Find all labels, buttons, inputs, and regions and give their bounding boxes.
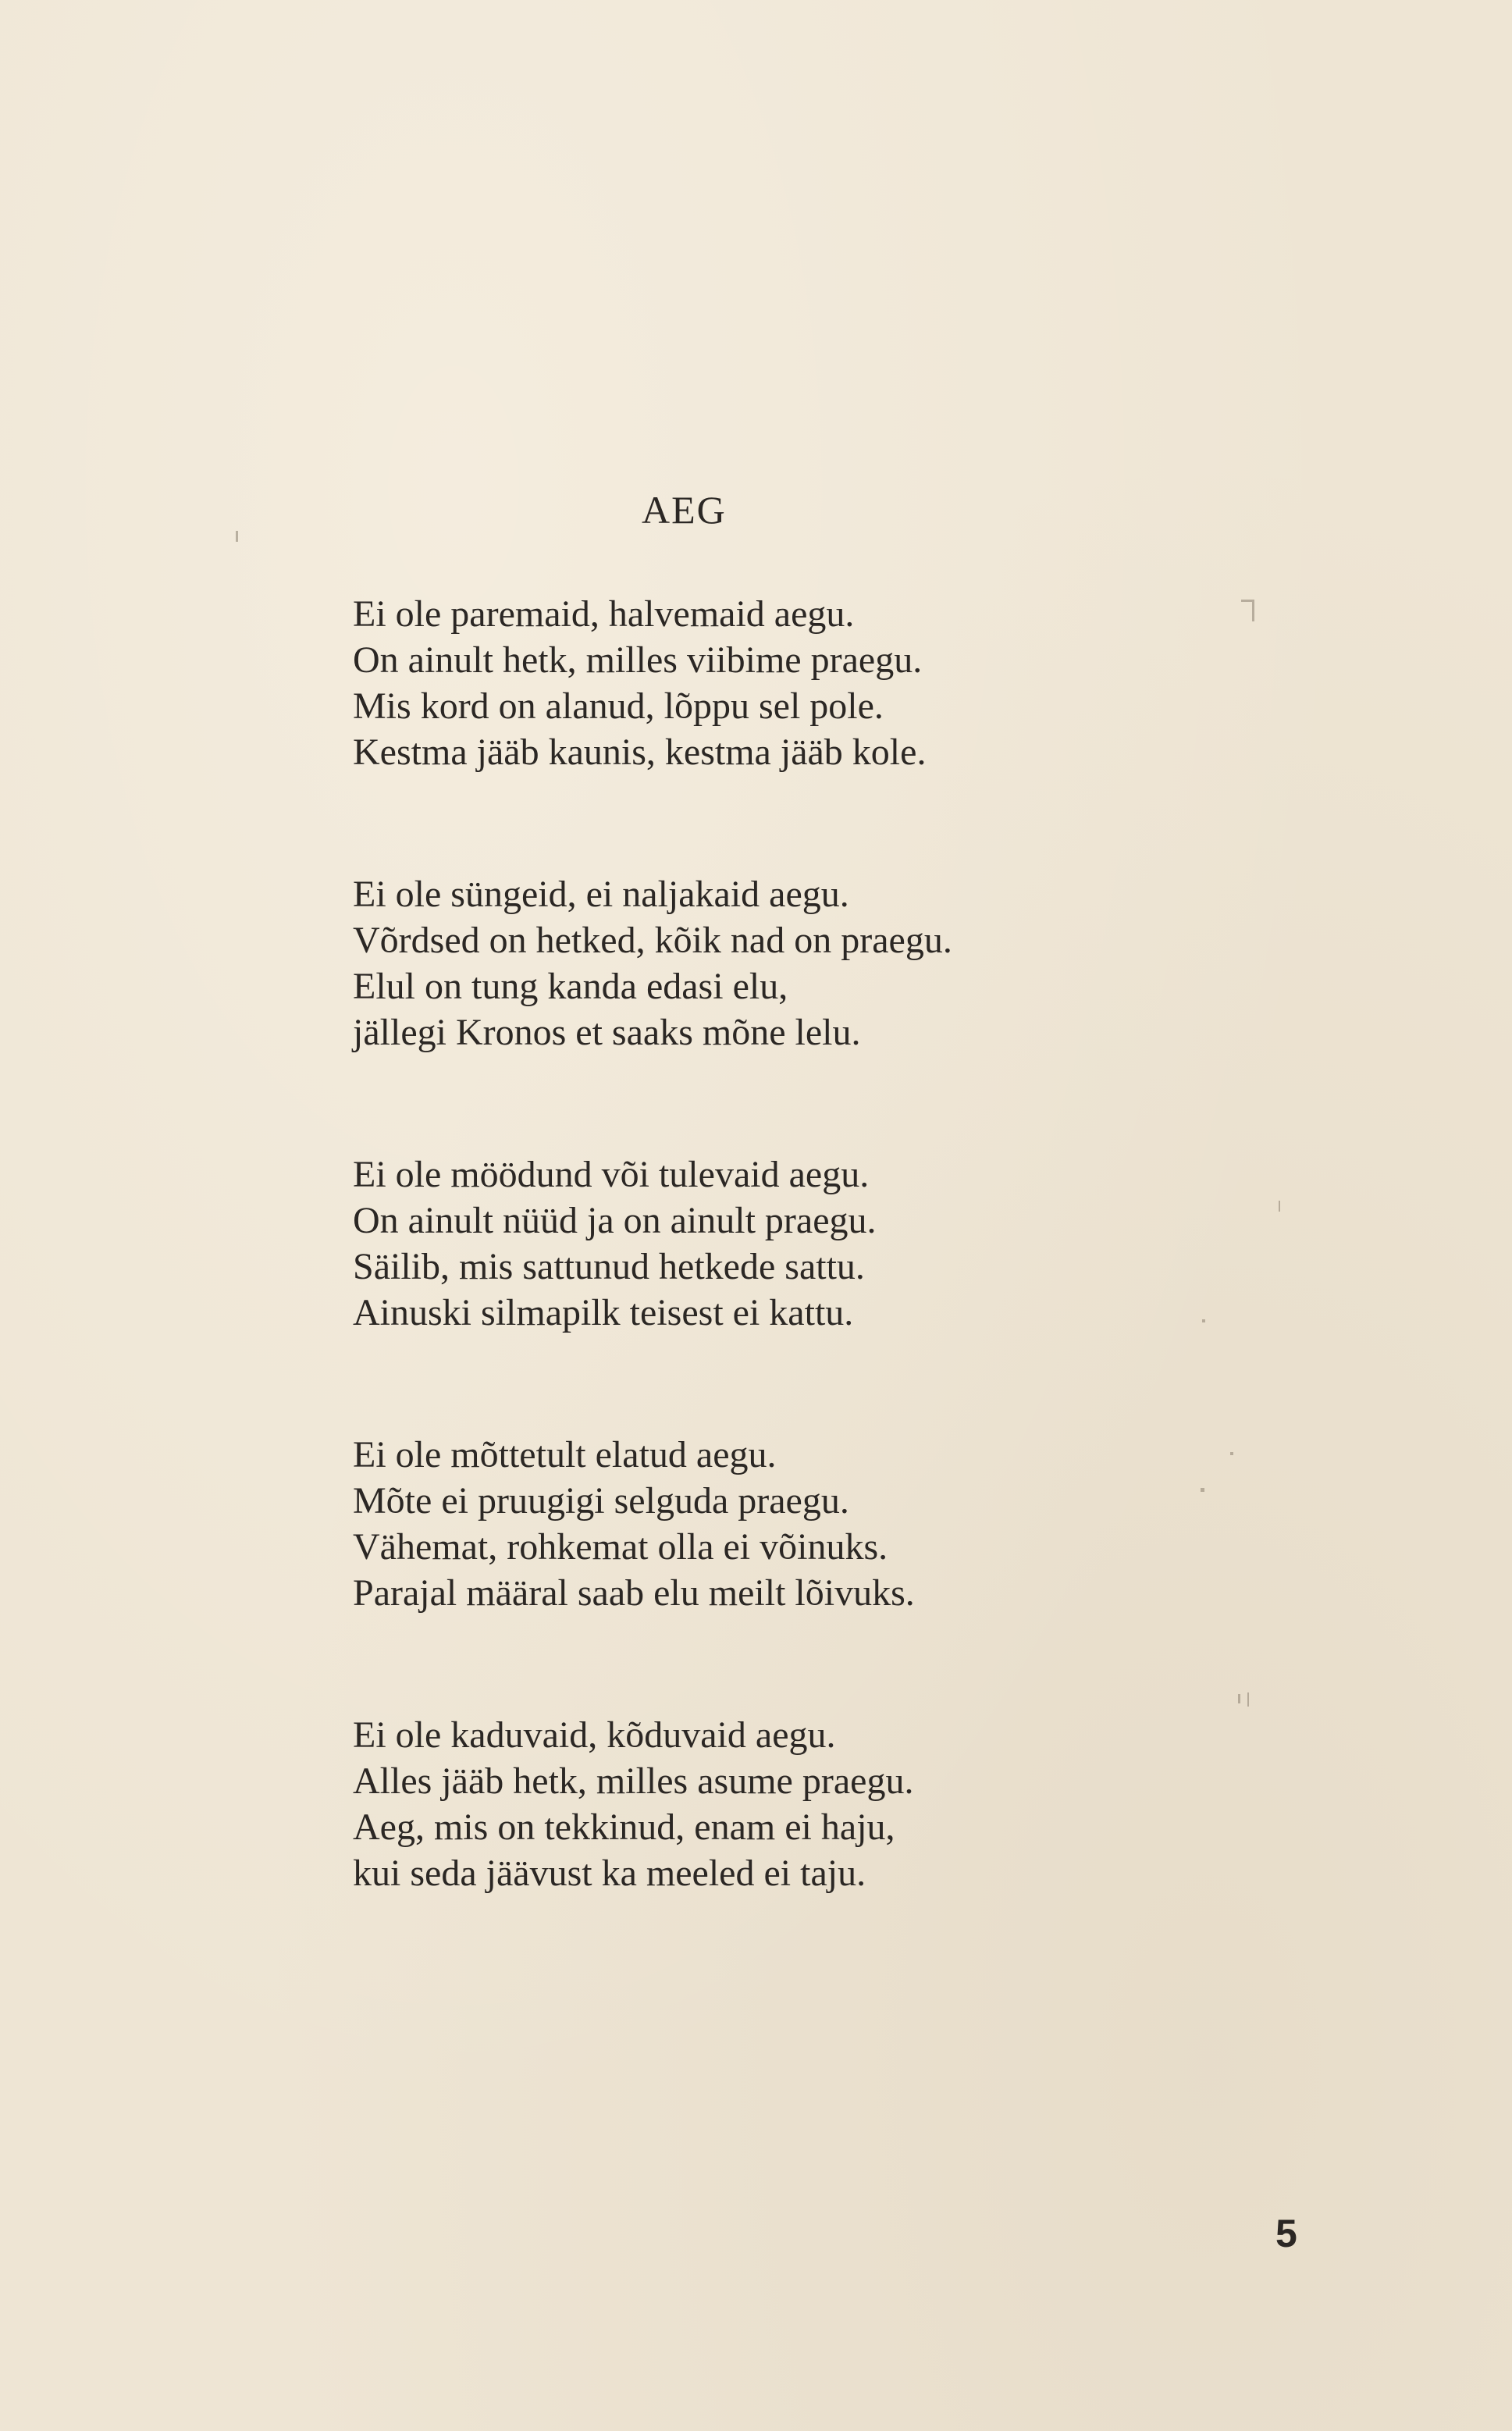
paper-speck (1279, 1201, 1280, 1212)
poem-line: Ainuski silmapilk teisest ei kattu. (353, 1292, 854, 1333)
paper-speck (1247, 1692, 1249, 1707)
poem-line: Ei ole paremaid, halvemaid aegu. (353, 593, 855, 635)
stanza-5 (353, 1712, 1211, 1896)
stanza-3 (353, 1151, 1211, 1336)
poem-body (353, 591, 1211, 1896)
poem-line: Alles jääb hetk, milles asume praegu. (353, 1760, 914, 1802)
poem-line: Parajal määral saab elu meilt lõivuks. (353, 1572, 915, 1614)
poem-line: Vähemat, rohkemat olla ei võinuks. (353, 1526, 888, 1568)
poem-line: Ei ole möödund või tulevaid aegu. (353, 1154, 870, 1195)
poem-title: AEG (642, 488, 727, 532)
poem-line: Kestma jääb kaunis, kestma jääb kole. (353, 731, 927, 773)
poem-line: kui seda jäävust ka meeled ei taju. (353, 1853, 866, 1894)
poem-line: Säilib, mis sattunud hetkede sattu. (353, 1246, 865, 1287)
poem-line: Võrdsed on hetked, kõik nad on praegu. (353, 920, 952, 961)
poem-line: Aeg, mis on tekkinud, enam ei haju, (353, 1806, 895, 1848)
poem-line: Ei ole mõttetult elatud aegu. (353, 1434, 777, 1475)
poem-line: Ei ole süngeid, ei naljakaid aegu. (353, 874, 849, 915)
poem-line: On ainult nüüd ja on ainult praegu. (353, 1200, 877, 1241)
poem-line: Elul on tung kanda edasi elu, (353, 966, 788, 1007)
stanza-1 (353, 591, 1211, 775)
poem-line: Mõte ei pruugigi selguda praegu. (353, 1480, 849, 1522)
stanza-2 (353, 871, 1211, 1055)
paper-speck (1238, 1694, 1240, 1703)
poem-line: jällegi Kronos et saaks mõne lelu. (353, 1012, 861, 1053)
poem-line: Mis kord on alanud, lõppu sel pole. (353, 685, 884, 727)
stanza-4 (353, 1432, 1211, 1616)
paper-speck (236, 531, 238, 542)
poem-line: Ei ole kaduvaid, kõduvaid aegu. (353, 1714, 836, 1756)
paper-speck (1230, 1452, 1233, 1455)
paper-speck (1252, 600, 1254, 621)
paper-speck (1241, 600, 1252, 602)
poem-line: On ainult hetk, milles viibime praegu. (353, 639, 923, 681)
page-number: 5 (1275, 2212, 1297, 2255)
